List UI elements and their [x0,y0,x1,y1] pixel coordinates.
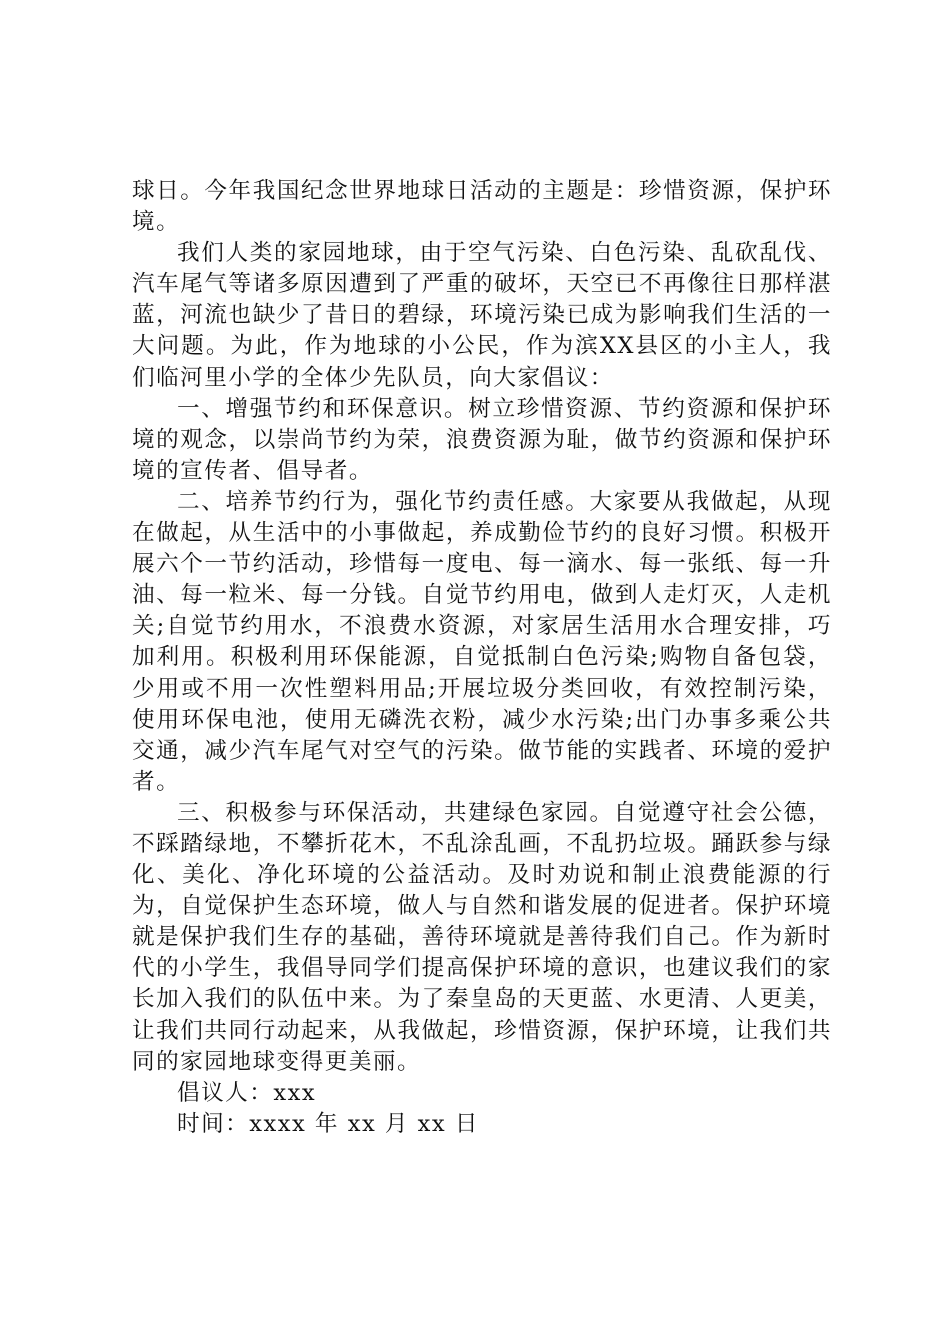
paragraph-proposal-1: 一、增强节约和环保意识。树立珍惜资源、节约资源和保护环境的观念，以崇尚节约为荣，浪费资源为耻，做节约资源和保护环境的宣传者、倡导者。 [132,395,832,484]
signature-date: 时间：xxxx 年 xx 月 xx 日 [177,1110,479,1137]
signature-initiator: 倡议人：xxx [177,1079,317,1106]
document-body [132,176,832,1140]
paragraph-intro: 我们人类的家园地球，由于空气污染、白色污染、乱砍乱伐、汽车尾气等诸多原因遭到了严重的破坏，天空已不再像往日那样湛蓝，河流也缺少了昔日的碧绿，环境污染已成为影响我们生活的一大问题。为此，作为地球的小公民，作为滨XX县区的小主人，我们临河里小学的全体少先队员，向大家倡议： [132,240,832,391]
paragraph-theme: 球日。今年我国纪念世界地球日活动的主题是：珍惜资源，保护环境。 [132,178,832,236]
paragraph-proposal-3: 三、积极参与环保活动，共建绿色家园。自觉遵守社会公德，不踩踏绿地，不攀折花木，不乱涂乱画，不乱扔垃圾。踊跃参与绿化、美化、净化环境的公益活动。及时劝说和制止浪费能源的行为，自觉保护生态环境，做人与自然和谐发展的促进者。保护环境就是保护我们生存的基础，善待环境就是善待我们自己。作为新时代的小学生，我倡导同学们提高保护环境的意识，也建议我们的家长加入我们的队伍中来。为了秦皇岛的天更蓝、水更清、人更美，让我们共同行动起来，从我做起，珍惜资源，保护环境，让我们共同的家园地球变得更美丽。 [132,799,832,1075]
paragraph-proposal-2: 二、培养节约行为，强化节约责任感。大家要从我做起，从现在做起，从生活中的小事做起，养成勤俭节约的良好习惯。积极开展六个一节约活动，珍惜每一度电、每一滴水、每一张纸、每一升油、每一粒米、每一分钱。自觉节约用电，做到人走灯灭，人走机关;自觉节约用水，不浪费水资源，对家居生活用水合理安排，巧加利用。积极利用环保能源，自觉抵制白色污染;购物自备包袋，少用或不用一次性塑料用品;开展垃圾分类回收，有效控制污染，使用环保电池，使用无磷洗衣粉，减少水污染;出门办事多乘公共交通，减少汽车尾气对空气的污染。做节能的实践者、环境的爱护者。 [132,488,832,795]
